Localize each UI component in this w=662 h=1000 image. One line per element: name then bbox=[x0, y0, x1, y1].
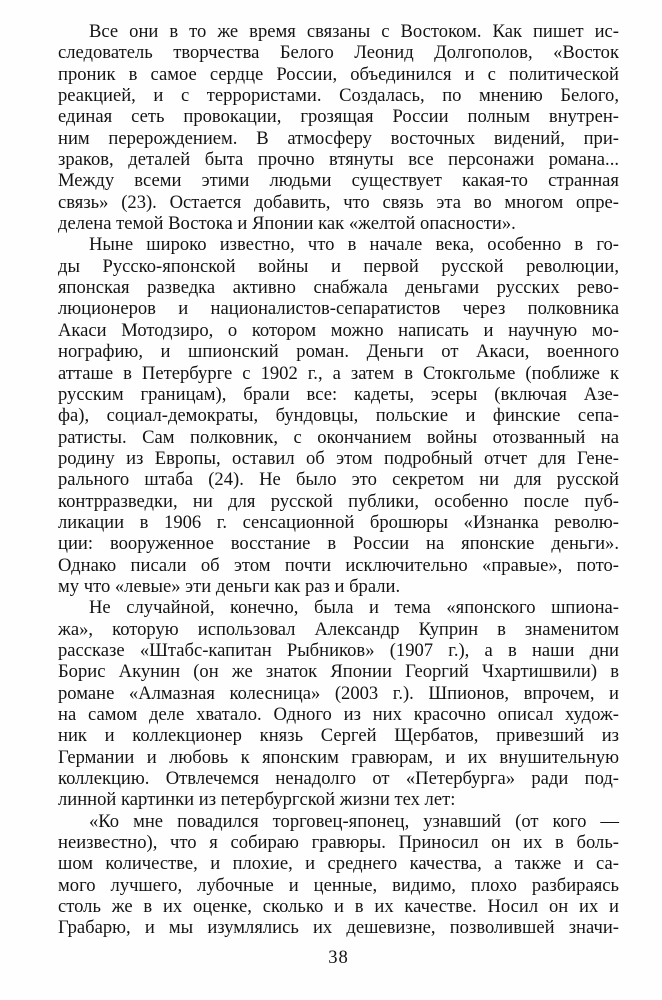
text-line: нографию, и шпионский роман. Деньги от Акаси, военного bbox=[58, 341, 619, 363]
text-line: ции: вооруженное восстание в России на японские деньги». bbox=[58, 533, 619, 555]
text-line: зраков, деталей быта прочно втянуты все персонажи романа... bbox=[58, 149, 619, 171]
text-line: Германии и любовь к японским гравюрам, и их внушительную bbox=[58, 746, 619, 768]
text-line: Не случайной, конечно, была и тема «японского шпиона- bbox=[89, 597, 619, 619]
text-line: делена темой Востока и Японии как «желтой опасности». bbox=[58, 213, 516, 235]
text-line: коллекцию. Отвлечемся ненадолго от «Петербурга» ради под- bbox=[58, 768, 619, 790]
text-line: ратисты. Сам полковник, с окончанием войны отозванный на bbox=[58, 426, 619, 448]
text-line: ликации в 1906 г. сенсационной брошюры «Изнанка револю- bbox=[58, 511, 619, 533]
text-line: Грабарю, и мы изумлялись их дешевизне, позволившей значи- bbox=[58, 917, 619, 939]
text-line: рассказе «Штабс-капитан Рыбников» (1907 г.), а в наши дни bbox=[58, 639, 619, 661]
text-line: столь же в их оценке, сколько и в их качестве. Носил он их и bbox=[58, 896, 619, 918]
text-line: единая сеть провокации, грозящая России полным внутрен- bbox=[58, 106, 619, 128]
page-text bbox=[58, 21, 619, 939]
text-line: следователь творчества Белого Леонид Долгополов, «Восток bbox=[58, 42, 619, 64]
text-line: романе «Алмазная колесница» (2003 г.). Шпионов, впрочем, и bbox=[58, 682, 619, 704]
text-line: «Ко мне повадился торговец-японец, узнавший (от кого — bbox=[89, 810, 619, 832]
text-line: ды Русско-японской войны и первой русской революции, bbox=[58, 255, 619, 277]
text-line: проник в самое сердце России, объединился и с политической bbox=[58, 63, 619, 85]
text-line: му что «левые» эти деньги как раз и брали. bbox=[58, 575, 401, 597]
paragraph bbox=[58, 811, 619, 939]
text-line: люционеров и националистов-сепаратистов через полковника bbox=[58, 298, 619, 320]
text-line: Однако писали об этом почти исключительно «правые», пото- bbox=[58, 554, 619, 576]
text-line: фа), социал-демократы, бундовцы, польские и финские сепа- bbox=[58, 405, 619, 427]
text-line: связь» (23). Остается добавить, что связь эта во многом опре- bbox=[58, 191, 619, 213]
text-line: Между всеми этими людьми существует какая-то странная bbox=[58, 170, 619, 192]
paragraph bbox=[58, 597, 619, 810]
text-line: родину из Европы, оставил об этом подробный отчет для Гене- bbox=[58, 447, 619, 469]
text-line: Ныне широко известно, что в начале века, особенно в го- bbox=[89, 234, 619, 256]
text-line: ним перерождением. В атмосферу восточных видений, при- bbox=[58, 127, 619, 149]
text-line: русским границам), брали все: кадеты, эсеры (включая Азе- bbox=[58, 383, 619, 405]
text-line: Борис Акунин (он же знаток Японии Георгий Чхартишвили) в bbox=[58, 661, 619, 683]
paragraph bbox=[58, 21, 619, 234]
text-line: неизвестно), что я собираю гравюры. Приносил он их в боль- bbox=[58, 832, 619, 854]
text-line: ник и коллекционер князь Сергей Щербатов, привезший из bbox=[58, 725, 619, 747]
text-line: рального штаба (24). Не было это секретом ни для русской bbox=[58, 469, 619, 491]
text-line: реакцией, и с террористами. Создалась, по мнению Белого, bbox=[58, 85, 619, 107]
text-line: на самом деле хватало. Одного из них красочно описал худож- bbox=[58, 704, 619, 725]
text-line: мого лучшего, лубочные и ценные, видимо, плохо разбираясь bbox=[58, 874, 619, 896]
text-line: японская разведка активно снабжала деньгами русских рево- bbox=[58, 277, 619, 299]
paragraph bbox=[58, 234, 619, 597]
text-line: жа», которую использовал Александр Куприн в знаменитом bbox=[58, 618, 619, 640]
text-line: линной картинки из петербургской жизни тех лет: bbox=[58, 789, 456, 811]
text-line: контрразведки, ни для русской публики, особенно после пуб- bbox=[58, 490, 619, 512]
text-line: шом количестве, и плохие, и среднего качества, а также и са- bbox=[58, 853, 619, 875]
text-line: атташе в Петербурге с 1902 г., а затем в Стокгольме (поближе к bbox=[58, 362, 619, 384]
text-line: Акаси Мотодзиро, о котором можно написать и научную мо- bbox=[58, 319, 619, 341]
text-line: Все они в то же время связаны с Востоком. Как пишет ис- bbox=[89, 21, 619, 42]
page-number: 38 bbox=[328, 947, 349, 968]
